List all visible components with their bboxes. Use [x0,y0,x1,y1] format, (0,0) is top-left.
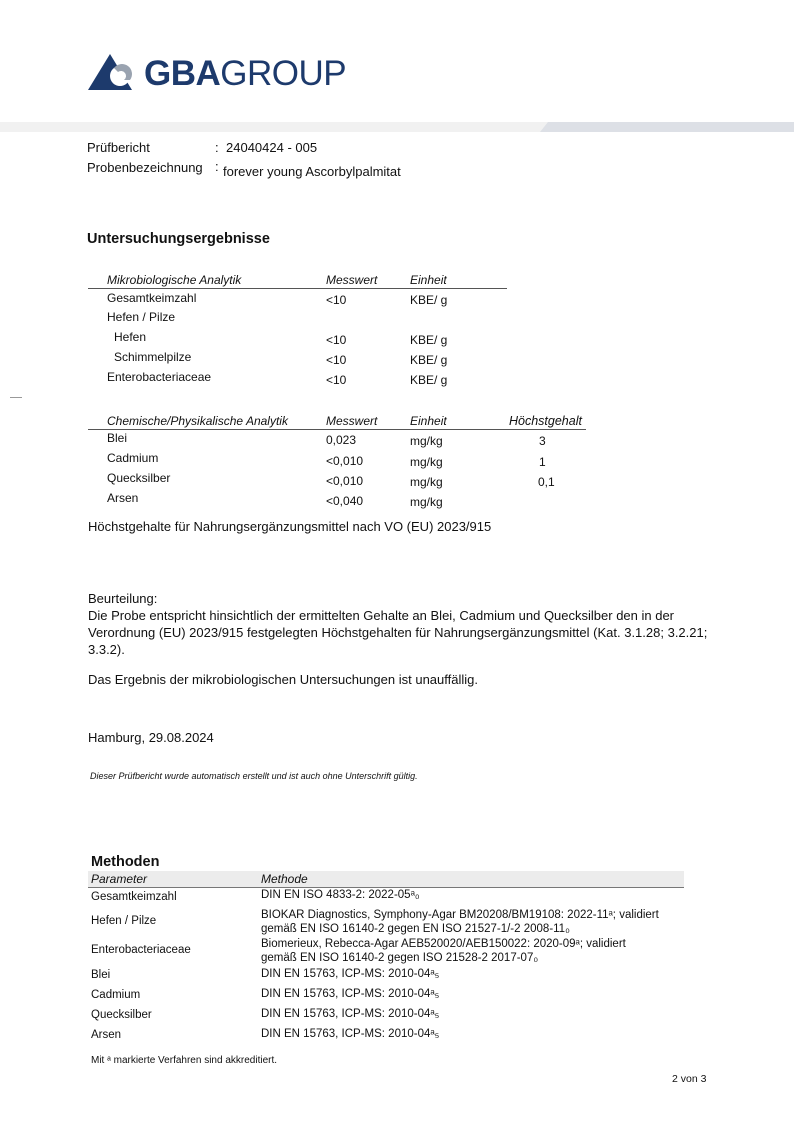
micro-header-messwert: Messwert [326,273,378,287]
chem-row-name: Quecksilber [107,471,171,485]
micro-row-name: Gesamtkeimzahl [107,291,197,305]
methods-row-param: Hefen / Pilze [91,915,157,927]
chem-row-unit: mg/kg [410,475,443,489]
micro-row-value: <10 [326,333,347,347]
pruefbericht-value: 24040424 - 005 [226,140,318,155]
micro-row-value: <10 [326,373,347,387]
hoechstgehalt-note: Höchstgehalte für Nahrungsergänzungsmittel nach VO (EU) 2023/915 [88,519,492,534]
micro-row-unit: KBE/ g [410,373,448,387]
pruefbericht-label: Prüfbericht [87,140,150,155]
methods-row-method: Biomerieux, Rebecca-Agar AEB520020/AEB150022: 2020-09ᵃ; validiert [261,938,626,950]
micro-row-name: Schimmelpilze [114,350,192,364]
micro-row-value: <10 [326,353,347,367]
micro-row-name: Hefen [114,330,147,344]
accreditation-footnote: Mit ᵃ markierte Verfahren sind akkreditiert. [91,1055,278,1066]
methods-header-methode: Methode [261,872,308,886]
results-title: Untersuchungsergebnisse [87,231,270,247]
pruefbericht-sep: : [215,140,219,155]
header-band-accent [540,122,794,132]
micro-header-analytik: Mikrobiologische Analytik [107,273,242,287]
chem-row-value: <0,010 [326,454,364,468]
micro-result-text: Das Ergebnis der mikrobiologischen Untersuchungen ist unauffällig. [88,672,478,687]
methods-row-method: DIN EN 15763, ICP-MS: 2010-04ᵃ₅ [261,968,440,980]
chem-header-einheit: Einheit [410,414,447,428]
micro-row-name: Hefen / Pilze [107,310,176,324]
methods-row-param: Gesamtkeimzahl [91,891,177,903]
methods-header-bg [88,871,684,887]
assessment-line: 3.3.2). [88,642,125,657]
methods-row-param: Enterobacteriaceae [91,944,191,956]
methods-row-param: Cadmium [91,989,141,1001]
chem-header-analytik: Chemische/Physikalische Analytik [107,414,288,428]
methods-row-param: Quecksilber [91,1009,152,1021]
methods-header-parameter: Parameter [91,872,148,886]
assessment-line: Die Probe entspricht hinsichtlich der ermittelten Gehalte an Blei, Cadmium und Quecksilber den in der [88,608,675,623]
micro-row-unit: KBE/ g [410,353,448,367]
methods-row-method: DIN EN 15763, ICP-MS: 2010-04ᵃ₅ [261,1008,440,1020]
methods-row-method: DIN EN 15763, ICP-MS: 2010-04ᵃ₅ [261,988,440,1000]
chem-row-max: 0,1 [538,475,555,489]
gba-group-logo [88,52,378,96]
micro-header-rule [88,288,507,289]
assessment-line: Verordnung (EU) 2023/915 festgelegten Höchstgehalten für Nahrungsergänzungsmittel (Kat. 3.1.28; 3.2.21; [88,625,708,640]
micro-row-unit: KBE/ g [410,293,448,307]
assessment-block [88,590,728,658]
assessment-label: Beurteilung: [88,591,158,606]
methods-title: Methoden [91,854,160,870]
micro-row-value: <10 [326,293,347,307]
chem-header-rule [88,429,586,430]
chem-header-messwert: Messwert [326,414,378,428]
chem-row-name: Blei [107,431,128,445]
chem-row-name: Arsen [107,491,139,505]
logo-text-bold: GBA [144,54,221,93]
chem-row-value: <0,010 [326,474,364,488]
methods-row-method: DIN EN 15763, ICP-MS: 2010-04ᵃ₅ [261,1028,440,1040]
methods-row-method-cont: gemäß EN ISO 16140-2 gegen EN ISO 21527-1/-2 2008-11₀ [261,923,570,935]
methods-row-param: Arsen [91,1029,122,1041]
probe-value: forever young Ascorbylpalmitat [223,164,401,179]
probe-label: Probenbezeichnung [87,160,203,175]
gba-logo-icon [88,52,140,92]
chem-row-unit: mg/kg [410,434,443,448]
micro-header-einheit: Einheit [410,273,447,287]
methods-row-method: DIN EN ISO 4833-2: 2022-05ᵃ₀ [261,889,420,901]
probe-sep: : [215,159,219,174]
micro-row-name: Enterobacteriaceae [107,370,212,384]
logo-text-light: GROUP [220,54,347,93]
methods-row-method-cont: gemäß EN ISO 16140-2 gegen ISO 21528-2 2017-07₀ [261,952,539,964]
micro-row-unit: KBE/ g [410,333,448,347]
chem-row-value: 0,023 [326,433,357,447]
place-date: Hamburg, 29.08.2024 [88,730,214,745]
logo-wordmark [144,54,346,94]
methods-row-param: Blei [91,969,111,981]
margin-mark [10,397,22,398]
chem-row-unit: mg/kg [410,495,443,509]
methods-row-method: BIOKAR Diagnostics, Symphony-Agar BM20208/BM19108: 2022-11ᵃ; validiert [261,909,659,921]
chem-row-max: 3 [539,434,546,448]
chem-row-value: <0,040 [326,494,364,508]
chem-row-name: Cadmium [107,451,159,465]
page-number: 2 von 3 [672,1073,707,1085]
chem-header-hoechstgehalt: Höchstgehalt [509,414,582,428]
chem-row-unit: mg/kg [410,455,443,469]
chem-row-max: 1 [539,455,546,469]
auto-generated-note: Dieser Prüfbericht wurde automatisch erstellt und ist auch ohne Unterschrift gültig. [90,771,418,781]
